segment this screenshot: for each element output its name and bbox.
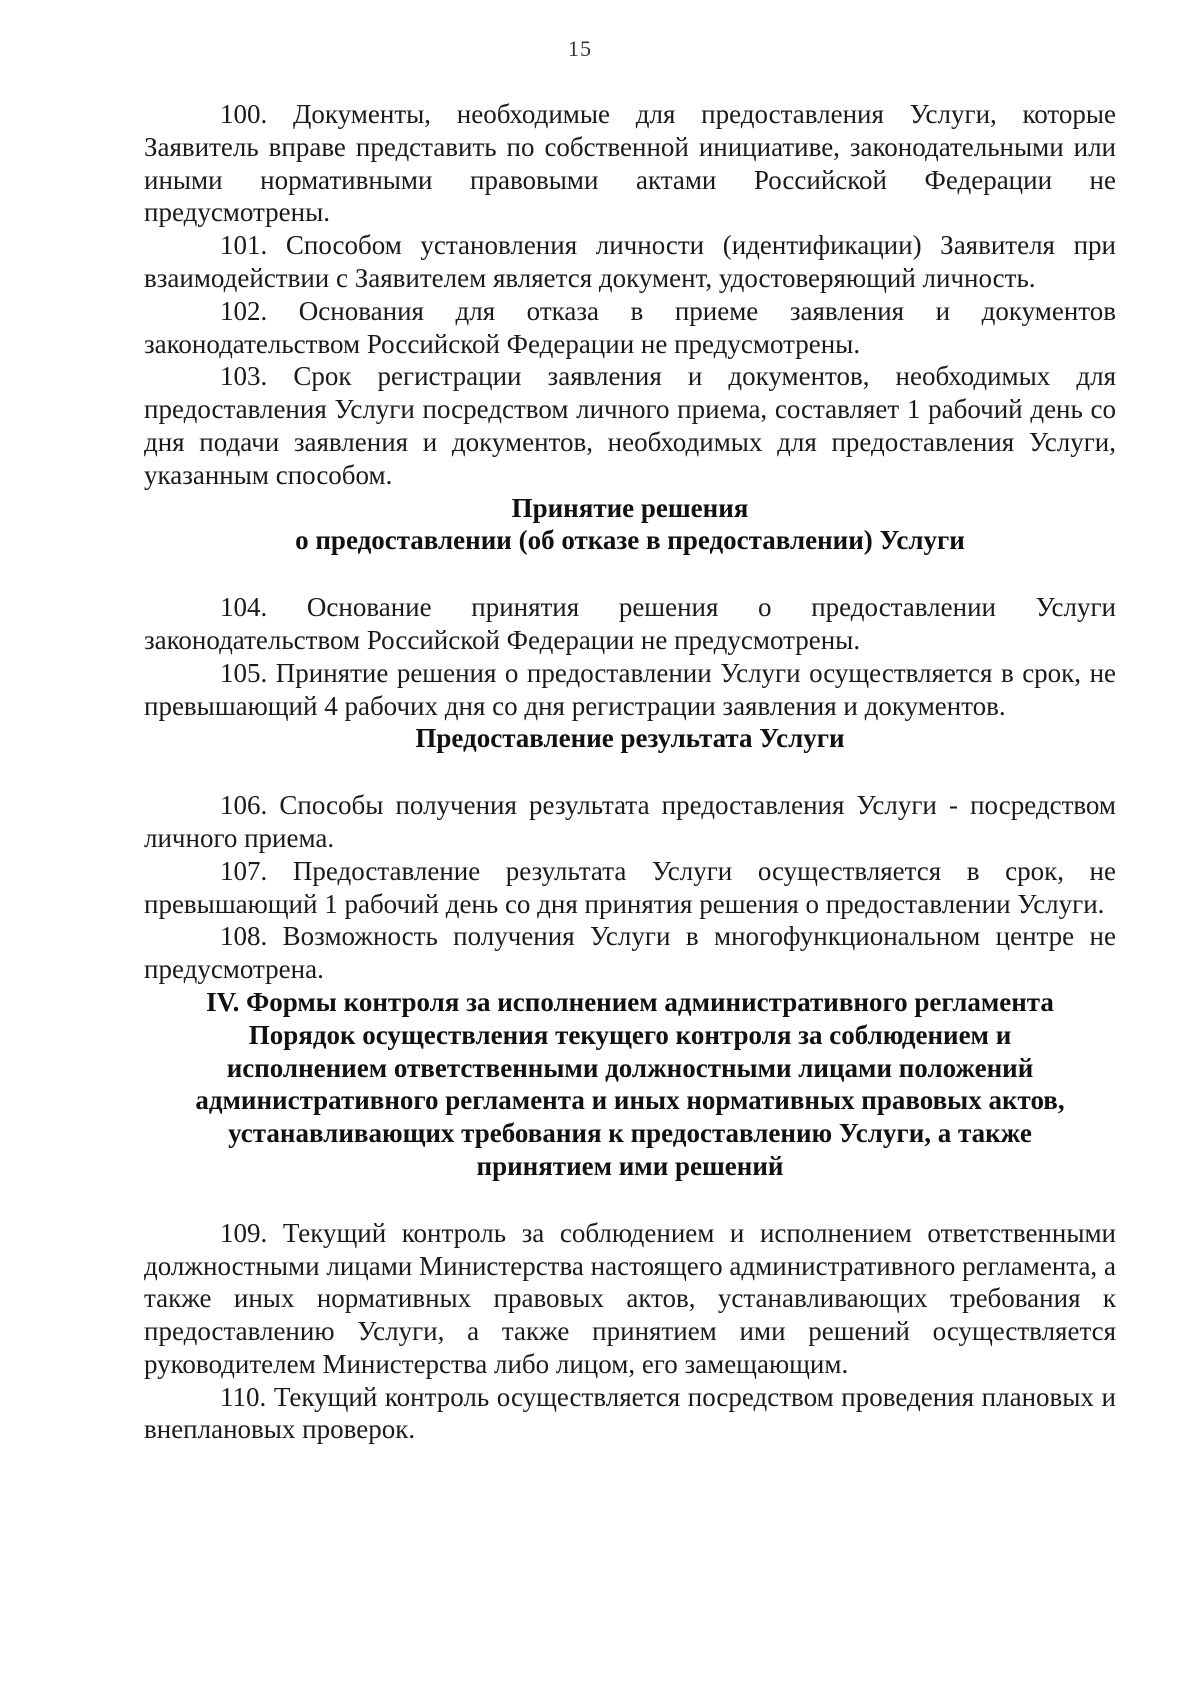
- heading-line: исполнением ответственными должностными лицами положений: [226, 1052, 1034, 1083]
- paragraph-108: 108. Возможность получения Услуги в многофункциональном центре не предусмотрена.: [144, 921, 1116, 985]
- page-number: 15: [568, 36, 592, 61]
- heading-line: принятием ими решений: [476, 1150, 784, 1181]
- paragraph-104: 104. Основание принятия решения о предоставлении Услуги законодательством Российской Федерации не предусмотрены.: [144, 592, 1116, 655]
- document-body: [144, 98, 1116, 1446]
- heading-line: о предоставлении (об отказе в предоставлении) Услуги: [295, 525, 965, 556]
- paragraph-106: 106. Способы получения результата предоставления Услуги - посредством личного приема.: [144, 790, 1116, 853]
- paragraph-107: 107. Предоставление результата Услуги осуществляется в срок, не превышающий 1 рабочий день со дня принятия решения о предоставлении Услуги.: [144, 855, 1116, 919]
- heading-line: Предоставление результата Услуги: [415, 723, 845, 754]
- heading-line: административного регламента и иных нормативных правовых актов,: [195, 1085, 1065, 1116]
- section-heading-result: [144, 722, 1116, 755]
- paragraph-109: 109. Текущий контроль за соблюдением и исполнением ответственными должностными лицами Министерства настоящего административного регламента, а также иных нормативных правовых актов, устанавливающих требования к предоставлению Услуги, а также принятием ими решений осуществляется руководителем Министерства либо лицом, его замещающим.: [144, 1217, 1116, 1379]
- paragraph-100: 100. Документы, необходимые для предоставления Услуги, которые Заявитель вправе представить по собственной инициативе, законодательными или иными нормативными правовыми актами Российской Федерации не предусмотрены.: [144, 99, 1116, 228]
- section-heading-control: [144, 986, 1116, 1183]
- heading-line: Порядок осуществления текущего контроля за соблюдением и: [248, 1019, 1012, 1050]
- section-heading-decision: [144, 492, 1116, 558]
- paragraph-103: 103. Срок регистрации заявления и документов, необходимых для предоставления Услуги посредством личного приема, составляет 1 рабочий день со дня подачи заявления и документов, необходимых для предоставления Услуги, указанным способом.: [144, 361, 1116, 490]
- paragraph-110: 110. Текущий контроль осуществляется посредством проведения плановых и внеплановых проверок.: [144, 1381, 1116, 1445]
- paragraph-101: 101. Способом установления личности (идентификации) Заявителя при взаимодействии с Заявителем является документ, удостоверяющий личность.: [144, 230, 1116, 293]
- paragraph-102: 102. Основания для отказа в приеме заявления и документов законодательством Российской Федерации не предусмотрены.: [144, 295, 1116, 359]
- heading-line: Принятие решения: [511, 492, 749, 523]
- paragraph-105: 105. Принятие решения о предоставлении Услуги осуществляется в срок, не превышающий 4 рабочих дня со дня регистрации заявления и документов.: [144, 657, 1116, 721]
- heading-line: IV. Формы контроля за исполнением административного регламента: [206, 986, 1054, 1017]
- heading-line: устанавливающих требования к предоставлению Услуги, а также: [228, 1118, 1032, 1149]
